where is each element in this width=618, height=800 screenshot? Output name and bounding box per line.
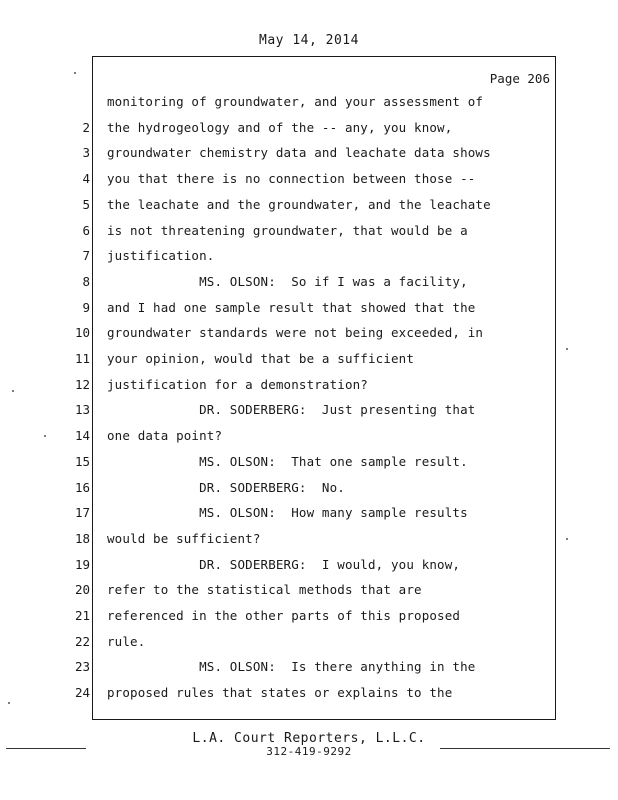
transcript-line-text: the leachate and the groundwater, and the leachate [107,197,491,212]
transcript-line-text: and I had one sample result that showed that the [107,300,476,315]
line-number: 20 [74,582,90,597]
scan-speck [566,538,568,540]
transcript-line-text: is not threatening groundwater, that would be a [107,223,468,238]
line-number: 3 [82,145,90,160]
transcript-line-text: would be sufficient? [107,531,261,546]
line-number: 7 [82,248,90,263]
line-number: 15 [74,454,90,469]
transcript-line-text: you that there is no connection between those -- [107,171,476,186]
transcript-line-text: MS. OLSON: How many sample results [107,505,468,520]
line-number: 16 [74,480,90,495]
transcript-line-text: MS. OLSON: So if I was a facility, [107,274,468,289]
line-number: 2 [82,120,90,135]
scan-speck [44,435,46,437]
court-reporter-name: L.A. Court Reporters, L.L.C. [192,731,426,746]
line-number: 12 [74,377,90,392]
scan-speck [8,702,10,704]
transcript-line-text: justification. [107,248,215,263]
line-number: 13 [74,402,90,417]
line-number: 17 [74,505,90,520]
line-number: 5 [82,197,90,212]
line-number: 23 [74,659,90,674]
transcript-line-text: DR. SODERBERG: I would, you know, [107,557,461,572]
line-number: 10 [74,325,90,340]
line-number: 22 [74,634,90,649]
line-number: 6 [82,223,90,238]
scan-speck [12,390,14,392]
line-number: 4 [82,171,90,186]
transcript-line-text: justification for a demonstration? [107,377,368,392]
line-number: 14 [74,428,90,443]
line-number: 11 [74,351,90,366]
line-number: 8 [82,274,90,289]
transcript-line-text: referenced in the other parts of this proposed [107,608,461,623]
transcript-line-text: refer to the statistical methods that are [107,582,422,597]
transcript-line-text: groundwater standards were not being exceeded, in [107,325,484,340]
transcript-line-text: MS. OLSON: Is there anything in the [107,659,476,674]
line-number: 24 [74,685,90,700]
line-number: 19 [74,557,90,572]
transcript-line-text: DR. SODERBERG: No. [107,480,345,495]
transcript-line-text: MS. OLSON: That one sample result. [107,454,468,469]
transcript-line-text: proposed rules that states or explains to the [107,685,453,700]
page-number: Page 206 [489,71,550,86]
transcript-date: May 14, 2014 [259,33,359,48]
scan-speck [74,72,76,74]
transcript-line-text: your opinion, would that be a sufficient [107,351,415,366]
transcript-line-text: one data point? [107,428,223,443]
transcript-line-text: groundwater chemistry data and leachate data shows [107,145,491,160]
scan-speck [566,348,568,350]
transcript-line-text: the hydrogeology and of the -- any, you know, [107,120,453,135]
transcript-line-text: DR. SODERBERG: Just presenting that [107,402,476,417]
line-number: 18 [74,531,90,546]
line-number: 9 [82,300,90,315]
transcript-line-text: rule. [107,634,146,649]
line-number: 21 [74,608,90,623]
court-reporter-phone: 312-419-9292 [266,745,352,758]
transcript-line-text: monitoring of groundwater, and your assessment of [107,94,484,109]
